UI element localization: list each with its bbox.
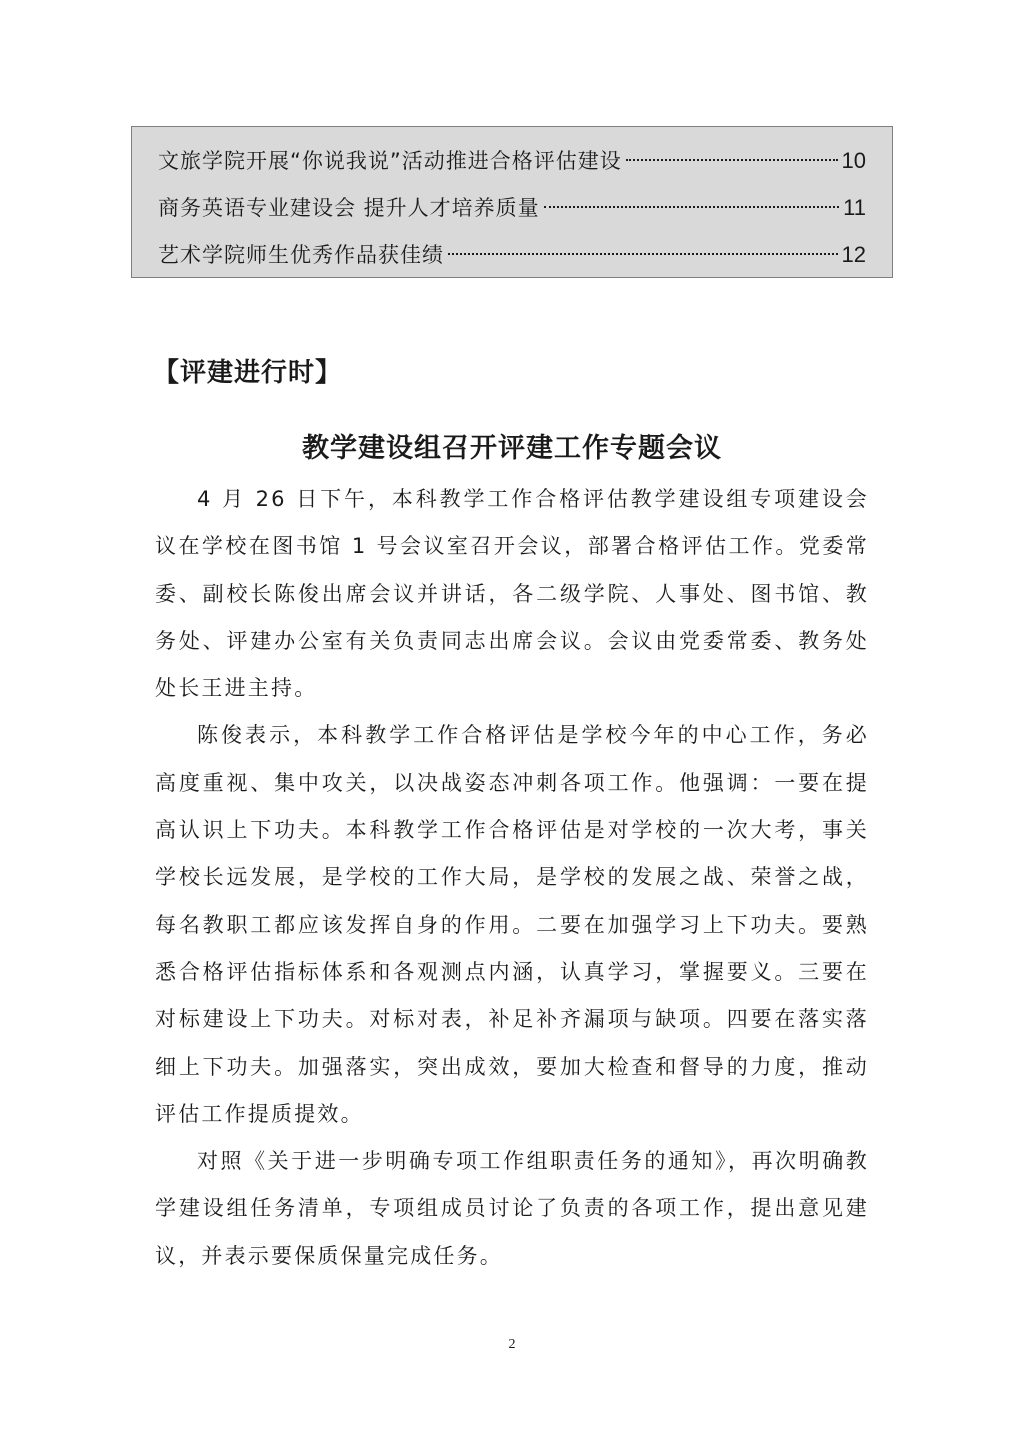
article-paragraph: 对照《关于进一步明确专项工作组职责任务的通知》，再次明确教学建设组任务清单，专项组成员讨论了负责的各项工作，提出意见建议，并表示要保质保量完成任务。 <box>155 1149 869 1268</box>
table-of-contents <box>131 126 893 278</box>
toc-entry-page: 10 <box>841 148 866 173</box>
article-paragraph: 4 月 26 日下午，本科教学工作合格评估教学建设组专项建设会议在学校在图书馆 1 号会议室召开会议，部署合格评估工作。党委常委、副校长陈俊出席会议并讲话，各二级学院、人事处、图书馆、教务处、评建办公室有关负责同志出席会议。会议由党委常委、教务处处长王进主持。 <box>155 487 869 701</box>
section-heading: 【评建进行时】 <box>153 358 343 388</box>
toc-entry-title: 艺术学院师生优秀作品获佳绩 <box>158 243 444 267</box>
toc-entry-title: 文旅学院开展“你说我说”活动推进合格评估建设 <box>158 149 622 173</box>
toc-entry[interactable] <box>158 231 866 278</box>
article-body <box>155 476 869 1280</box>
toc-dot-leader <box>544 206 839 208</box>
toc-entry[interactable] <box>158 137 866 184</box>
article-title: 教学建设组召开评建工作专题会议 <box>302 433 722 464</box>
toc-entry[interactable] <box>158 184 866 231</box>
article-paragraph: 陈俊表示，本科教学工作合格评估是学校今年的中心工作，务必高度重视、集中攻关，以决战姿态冲刺各项工作。他强调：一要在提高认识上下功夫。本科教学工作合格评估是对学校的一次大考，事关学校长远发展，是学校的工作大局，是学校的发展之战、荣誉之战，每名教职工都应该发挥自身的作用。二要在加强学习上下功夫。要熟悉合格评估指标体系和各观测点内涵，认真学习，掌握要义。三要在对标建设上下功夫。对标对表，补足补齐漏项与缺项。四要在落实落细上下功夫。加强落实，突出成效，要加大检查和督导的力度，推动评估工作提质提效。 <box>155 723 869 1126</box>
page-number: 2 <box>508 1337 516 1352</box>
toc-dot-leader <box>626 159 838 161</box>
toc-entry-page: 12 <box>841 242 866 267</box>
toc-dot-leader <box>448 253 838 255</box>
toc-entry-title: 商务英语专业建设会 提升人才培养质量 <box>158 196 540 220</box>
toc-entry-page: 11 <box>843 195 866 220</box>
